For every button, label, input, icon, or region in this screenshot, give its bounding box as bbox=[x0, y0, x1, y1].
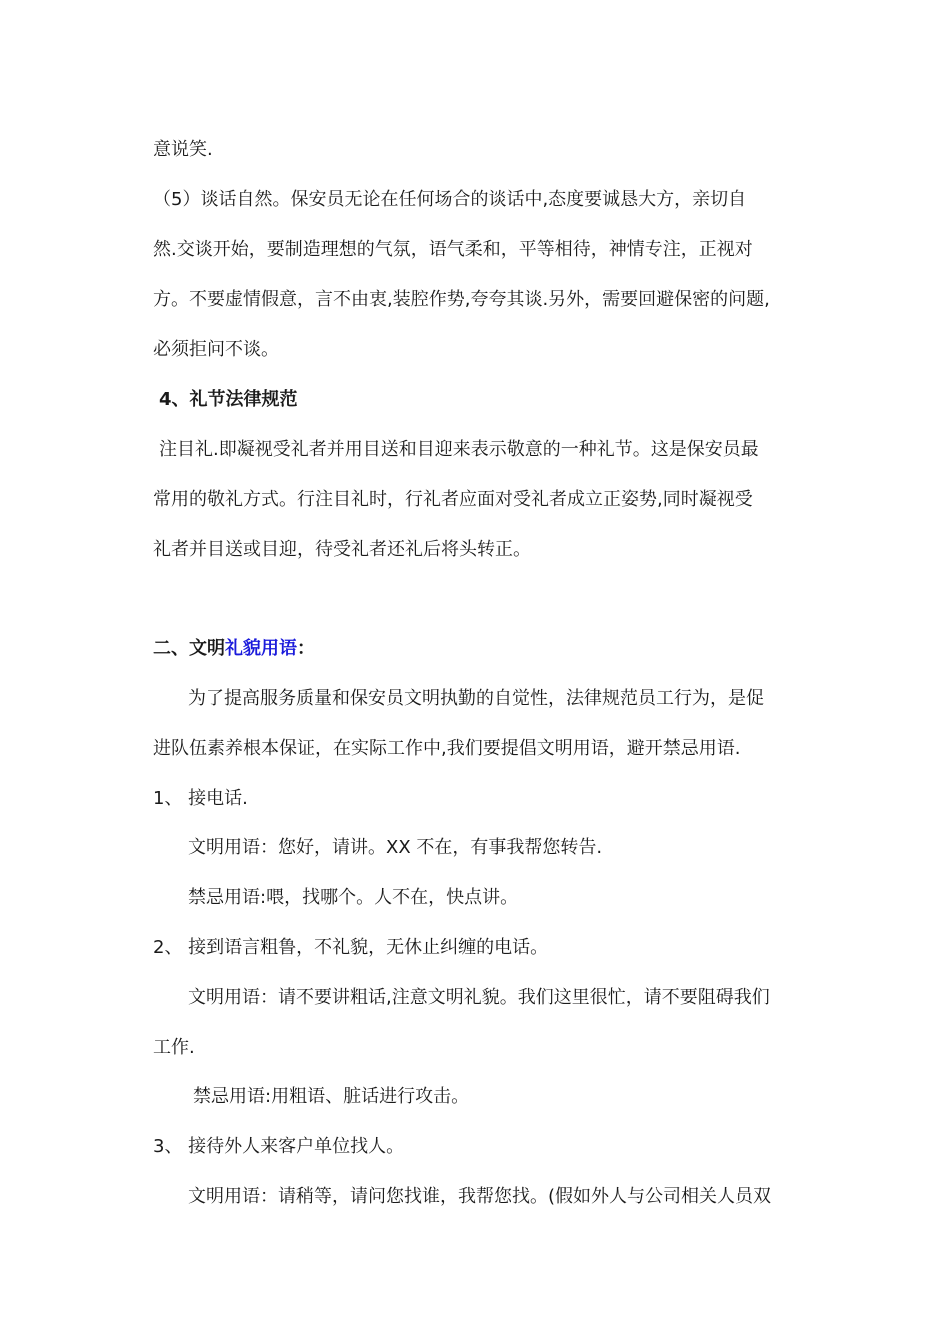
list-subitem: 禁忌用语:喂，找哪个。人不在，快点讲。 bbox=[188, 887, 519, 908]
list-subitem: 文明用语：您好，请讲。XX 不在，有事我帮您转告. bbox=[188, 837, 603, 858]
paragraph-line: 工作. bbox=[153, 1037, 195, 1058]
heading-prefix: 二、文明 bbox=[153, 638, 225, 659]
heading-highlight: 礼貌用语 bbox=[225, 638, 297, 659]
list-item: 1、 接电话. bbox=[153, 788, 248, 809]
paragraph-line: 注目礼.即凝视受礼者并用目送和目迎来表示敬意的一种礼节。这是保安员最 bbox=[159, 439, 759, 460]
list-item: 3、 接待外人来客户单位找人。 bbox=[153, 1136, 405, 1157]
paragraph-line: 必须拒问不谈。 bbox=[153, 339, 279, 360]
paragraph-line: 常用的敬礼方式。行注目礼时，行礼者应面对受礼者成立正姿势,同时凝视受 bbox=[153, 489, 753, 510]
section-heading: 4、礼节法律规范 bbox=[159, 389, 298, 410]
paragraph-line: 进队伍素养根本保证，在实际工作中,我们要提倡文明用语，避开禁忌用语. bbox=[153, 738, 741, 759]
list-subitem: 文明用语：请稍等，请问您找谁，我帮您找。(假如外人与公司相关人员双 bbox=[188, 1186, 772, 1207]
paragraph-line: 为了提高服务质量和保安员文明执勤的自觉性，法律规范员工行为，是促 bbox=[188, 688, 764, 709]
paragraph-line: 意说笑. bbox=[153, 139, 213, 160]
list-subitem: 禁忌用语:用粗语、脏话进行攻击。 bbox=[193, 1086, 470, 1107]
list-subitem: 文明用语：请不要讲粗话,注意文明礼貌。我们这里很忙，请不要阻碍我们 bbox=[188, 987, 770, 1008]
paragraph-line: 方。不要虚情假意，言不由衷,装腔作势,夸夸其谈.另外，需要回避保密的问题, bbox=[153, 289, 770, 310]
paragraph-line: 然.交谈开始，要制造理想的气氛，语气柔和，平等相待，神情专注，正视对 bbox=[153, 239, 753, 260]
paragraph-line: 礼者并目送或目迎，待受礼者还礼后将头转正。 bbox=[153, 539, 531, 560]
paragraph-line: （5）谈话自然。保安员无论在任何场合的谈话中,态度要诚恳大方，亲切自 bbox=[153, 189, 747, 210]
heading-suffix: ： bbox=[297, 638, 315, 659]
chapter-heading bbox=[153, 637, 315, 661]
list-item: 2、 接到语言粗鲁，不礼貌，无休止纠缠的电话。 bbox=[153, 937, 549, 958]
